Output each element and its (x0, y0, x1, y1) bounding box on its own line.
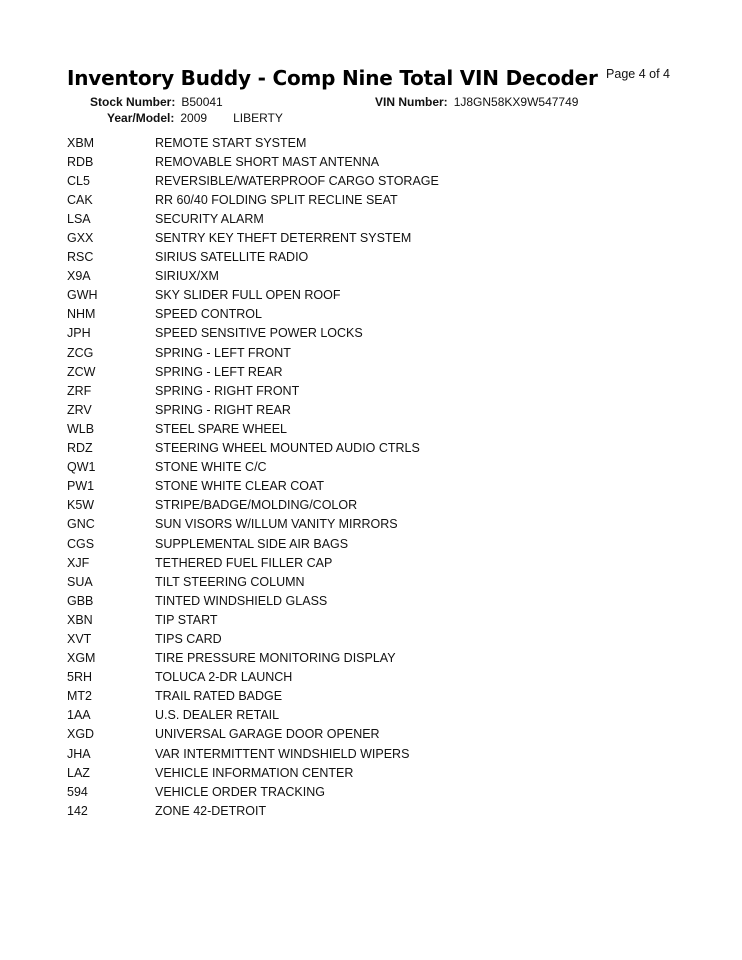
option-code: XVT (67, 631, 92, 646)
option-code: CL5 (67, 173, 90, 188)
option-code: ZCG (67, 345, 94, 360)
option-code: X9A (67, 269, 91, 284)
list-item (67, 591, 667, 610)
option-description: U.S. DEALER RETAIL (155, 708, 280, 723)
option-code: CAK (67, 192, 93, 207)
option-code: NHM (67, 307, 96, 322)
option-description: SUPPLEMENTAL SIDE AIR BAGS (155, 536, 349, 551)
list-item (67, 171, 667, 190)
list-item (67, 649, 667, 668)
option-code: GWH (67, 288, 98, 303)
option-code: RDZ (67, 441, 93, 456)
option-description: RR 60/40 FOLDING SPLIT RECLINE SEAT (155, 192, 398, 207)
list-item (67, 801, 667, 820)
page-number: Page 4 of 4 (606, 67, 670, 81)
list-item (67, 553, 667, 572)
option-description: STEERING WHEEL MOUNTED AUDIO CTRLS (155, 441, 420, 456)
option-code: GNC (67, 517, 95, 532)
model-value: LIBERTY (233, 111, 283, 125)
option-description: SPEED CONTROL (155, 307, 262, 322)
vin-number-label: VIN Number: (375, 95, 448, 109)
list-item (67, 687, 667, 706)
option-code: XBN (67, 612, 93, 627)
option-code: XJF (67, 555, 90, 570)
option-code: PW1 (67, 479, 95, 494)
option-code: LSA (67, 211, 91, 226)
option-code: SUA (67, 574, 93, 589)
option-description: SIRIUS SATELLITE RADIO (155, 250, 309, 265)
option-description: SPRING - LEFT REAR (155, 364, 283, 379)
option-code: 1AA (67, 708, 91, 723)
option-description: SPRING - RIGHT REAR (155, 402, 291, 417)
option-description: TINTED WINDSHIELD GLASS (155, 593, 328, 608)
option-description: TOLUCA 2-DR LAUNCH (155, 670, 293, 685)
options-list (67, 133, 667, 820)
list-item (67, 362, 667, 381)
list-item (67, 439, 667, 458)
list-item (67, 763, 667, 782)
option-description: SENTRY KEY THEFT DETERRENT SYSTEM (155, 231, 412, 246)
option-description: SKY SLIDER FULL OPEN ROOF (155, 288, 341, 303)
option-code: GXX (67, 231, 94, 246)
option-description: SECURITY ALARM (155, 211, 264, 226)
vin-number (375, 95, 578, 109)
option-code: GBB (67, 593, 94, 608)
option-description: TILT STEERING COLUMN (155, 574, 305, 589)
list-item (67, 458, 667, 477)
list-item (67, 496, 667, 515)
option-description: ZONE 42-DETROIT (155, 803, 267, 818)
option-description: SPEED SENSITIVE POWER LOCKS (155, 326, 363, 341)
list-item (67, 190, 667, 209)
page-title: Inventory Buddy - Comp Nine Total VIN Decoder (67, 66, 598, 90)
option-code: K5W (67, 498, 95, 513)
option-description: SPRING - RIGHT FRONT (155, 383, 300, 398)
option-description: REMOTE START SYSTEM (155, 135, 307, 150)
list-item (67, 248, 667, 267)
option-description: VEHICLE ORDER TRACKING (155, 784, 325, 799)
list-item (67, 381, 667, 400)
vin-number-value: 1J8GN58KX9W547749 (453, 95, 579, 109)
list-item (67, 782, 667, 801)
list-item (67, 305, 667, 324)
option-description: VEHICLE INFORMATION CENTER (155, 765, 354, 780)
option-description: TETHERED FUEL FILLER CAP (155, 555, 333, 570)
stock-number-value: B50041 (181, 95, 223, 109)
option-code: 594 (67, 784, 88, 799)
list-item (67, 668, 667, 687)
list-item (67, 744, 667, 763)
list-item (67, 152, 667, 171)
list-item (67, 419, 667, 438)
option-description: SUN VISORS W/ILLUM VANITY MIRRORS (155, 517, 398, 532)
option-description: STEEL SPARE WHEEL (155, 421, 287, 436)
option-code: MT2 (67, 689, 92, 704)
option-description: TRAIL RATED BADGE (155, 689, 283, 704)
option-description: REVERSIBLE/WATERPROOF CARGO STORAGE (155, 173, 439, 188)
list-item (67, 400, 667, 419)
year-model-label: Year/Model: (107, 111, 175, 125)
list-item (67, 267, 667, 286)
option-code: LAZ (67, 765, 90, 780)
list-item (67, 133, 667, 152)
option-description: STONE WHITE CLEAR COAT (155, 479, 325, 494)
list-item (67, 286, 667, 305)
year-value: 2009 (180, 111, 208, 125)
option-description: TIPS CARD (155, 631, 222, 646)
option-code: RDB (67, 154, 94, 169)
option-code: CGS (67, 536, 95, 551)
option-code: JPH (67, 326, 91, 341)
list-item (67, 477, 667, 496)
option-description: VAR INTERMITTENT WINDSHIELD WIPERS (155, 746, 410, 761)
list-item (67, 610, 667, 629)
list-item (67, 209, 667, 228)
option-code: 5RH (67, 670, 93, 685)
list-item (67, 706, 667, 725)
option-description: STRIPE/BADGE/MOLDING/COLOR (155, 498, 358, 513)
option-code: XGD (67, 727, 95, 742)
option-code: JHA (67, 746, 91, 761)
option-code: WLB (67, 421, 95, 436)
option-code: XGM (67, 651, 96, 666)
option-description: TIP START (155, 612, 218, 627)
option-code: ZRV (67, 402, 92, 417)
option-code: 142 (67, 803, 88, 818)
stock-number-label: Stock Number: (90, 95, 176, 109)
list-item (67, 725, 667, 744)
option-description: REMOVABLE SHORT MAST ANTENNA (155, 154, 380, 169)
list-item (67, 629, 667, 648)
option-code: RSC (67, 250, 94, 265)
list-item (67, 534, 667, 553)
option-description: STONE WHITE C/C (155, 460, 267, 475)
list-item (67, 572, 667, 591)
option-code: ZRF (67, 383, 92, 398)
list-item (67, 324, 667, 343)
option-description: SIRIUX/XM (155, 269, 219, 284)
option-code: ZCW (67, 364, 96, 379)
year-model (107, 111, 283, 125)
list-item (67, 515, 667, 534)
stock-number (90, 95, 223, 109)
list-item (67, 228, 667, 247)
option-description: TIRE PRESSURE MONITORING DISPLAY (155, 651, 396, 666)
option-description: SPRING - LEFT FRONT (155, 345, 291, 360)
option-description: UNIVERSAL GARAGE DOOR OPENER (155, 727, 380, 742)
list-item (67, 343, 667, 362)
option-code: QW1 (67, 460, 96, 475)
option-code: XBM (67, 135, 95, 150)
